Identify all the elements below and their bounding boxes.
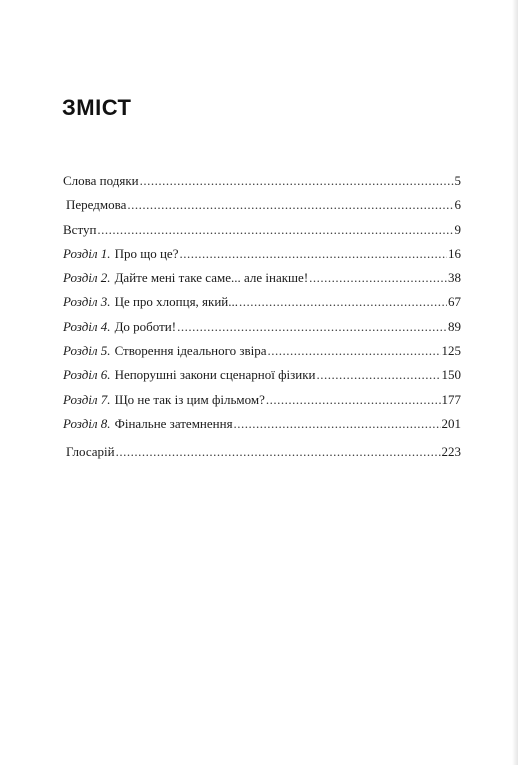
toc-dot-leader	[239, 290, 447, 314]
toc-dot-leader	[309, 266, 447, 290]
toc-entry-title: Передмова	[66, 197, 127, 213]
toc-dot-leader	[177, 315, 447, 339]
toc-entry-glossary[interactable]	[63, 440, 461, 464]
toc-entry-acknowledgements[interactable]	[63, 169, 461, 193]
toc-entry-chapter-3[interactable]	[63, 290, 461, 314]
toc-entry-chapter-6[interactable]	[63, 363, 461, 387]
toc-entry-title: Це про хлопця, який...	[114, 294, 239, 310]
toc-entry-title: Глосарій	[66, 444, 115, 460]
toc-dot-leader	[127, 193, 453, 217]
table-of-contents	[63, 169, 461, 465]
toc-entry-label: Розділ 6.	[63, 367, 111, 383]
page-title: ЗМІСТ	[62, 95, 132, 120]
toc-entry-chapter-7[interactable]	[63, 388, 461, 412]
toc-entry-introduction[interactable]	[63, 218, 461, 242]
toc-entry-label: Розділ 8.	[63, 415, 111, 431]
toc-entry-chapter-1[interactable]	[63, 242, 461, 266]
toc-entry-label: Розділ 4.	[63, 318, 111, 334]
toc-entry-chapter-2[interactable]	[63, 266, 461, 290]
toc-dot-leader	[317, 363, 441, 387]
toc-entry-title: До роботи!	[114, 318, 177, 334]
toc-entry-label: Розділ 2.	[63, 270, 111, 286]
toc-page-number: 150	[441, 367, 461, 383]
toc-entry-chapter-5[interactable]	[63, 339, 461, 363]
toc-page-number: 89	[448, 318, 461, 334]
toc-entry-chapter-8[interactable]	[63, 412, 461, 436]
toc-page-number: 38	[448, 270, 461, 286]
toc-dot-leader	[179, 242, 447, 266]
toc-entry-title: Дайте мені таке саме... але інакше!	[114, 270, 309, 286]
toc-page-number: 5	[454, 173, 461, 188]
toc-dot-leader	[97, 218, 453, 242]
toc-entry-label: Розділ 5.	[63, 343, 111, 359]
toc-page-number: 201	[441, 415, 461, 431]
toc-entry-title: Фінальне затемнення	[114, 415, 233, 431]
toc-entry-title: Про що це?	[114, 245, 179, 261]
toc-page-number: 223	[441, 444, 461, 460]
toc-entry-label: Розділ 1.	[63, 245, 111, 261]
toc-entry-label: Розділ 7.	[63, 391, 111, 407]
toc-entry-foreword[interactable]	[63, 193, 461, 217]
toc-dot-leader	[116, 440, 441, 464]
toc-dot-leader	[234, 412, 441, 436]
toc-page-number: 125	[441, 343, 461, 359]
toc-entry-title: Що не так із цим фільмом?	[114, 391, 265, 407]
toc-page-number: 9	[454, 221, 461, 237]
toc-entry-title: Створення ідеального звіра	[114, 343, 267, 359]
toc-entry-chapter-4[interactable]	[63, 315, 461, 339]
toc-page-number: 16	[448, 245, 461, 261]
toc-page-number: 67	[448, 294, 461, 310]
page-edge-shadow	[512, 0, 518, 765]
toc-dot-leader	[268, 339, 441, 363]
toc-entry-title: Вступ	[63, 221, 97, 237]
toc-page-number: 6	[454, 197, 461, 213]
toc-dot-leader	[266, 388, 441, 412]
toc-entry-title: Непорушні закони сценарної фізики	[114, 367, 316, 383]
toc-dot-leader	[140, 169, 454, 193]
toc-entry-label: Розділ 3.	[63, 294, 111, 310]
toc-entry-title: Слова подяки	[63, 173, 139, 188]
toc-page-number: 177	[441, 391, 461, 407]
